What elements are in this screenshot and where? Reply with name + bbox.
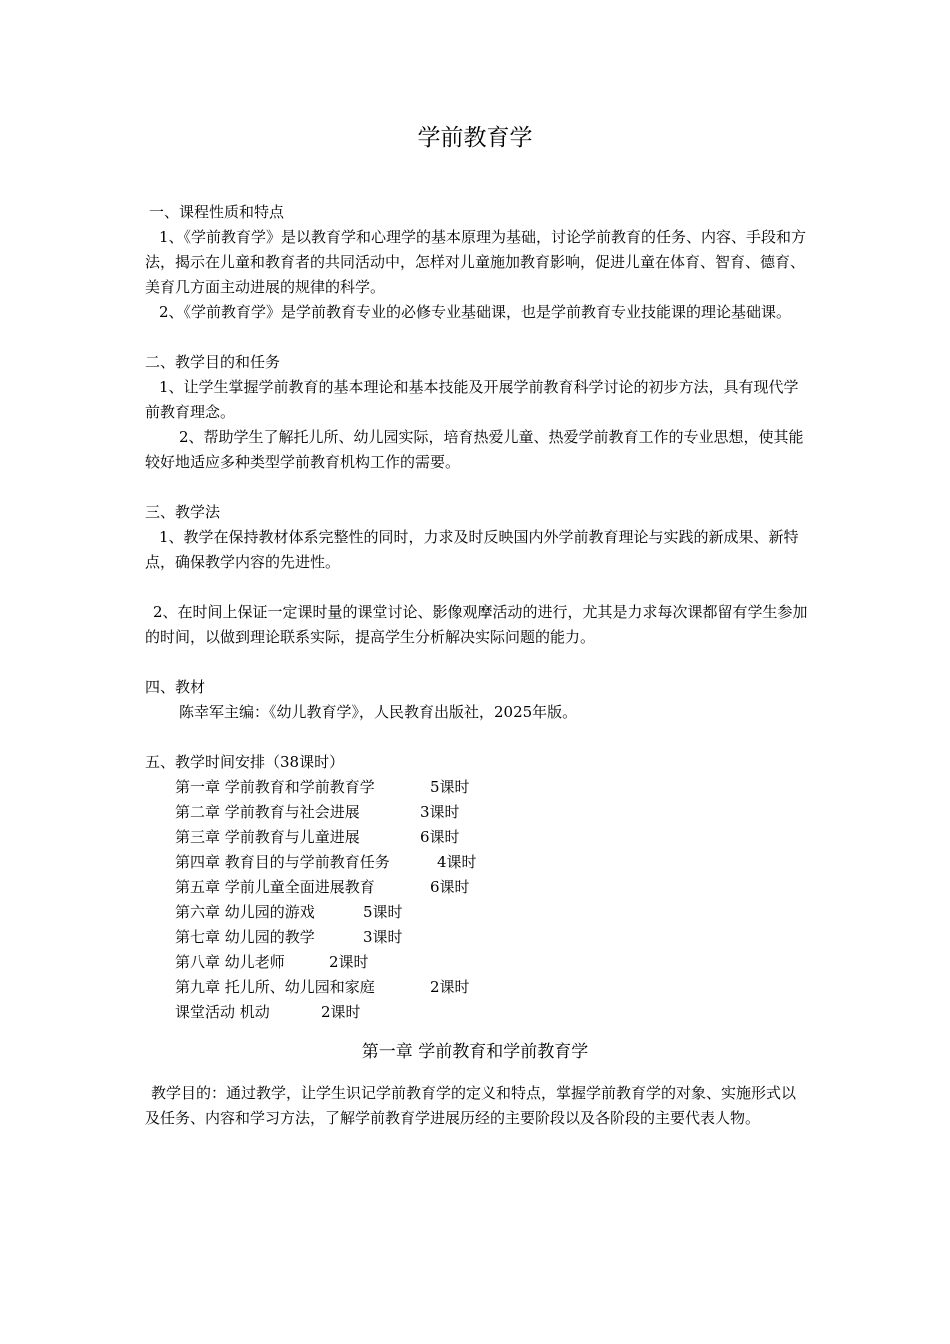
section-1-paragraph-2: 2、《学前教育学》是学前教育专业的必修专业基础课，也是学前教育专业技能课的理论基础课。: [159, 303, 792, 321]
schedule-hours: 6课时: [420, 828, 460, 846]
section-heading-1: 一、课程性质和特点: [149, 203, 285, 221]
schedule-chapter: 第八章 幼儿老师: [175, 953, 285, 971]
section-heading-4: 四、教材: [145, 678, 206, 696]
schedule-row: [145, 900, 810, 925]
schedule-hours: 5课时: [430, 778, 470, 796]
schedule-row: [145, 925, 810, 950]
schedule-row: [145, 775, 810, 800]
schedule-chapter: 第四章 教育目的与学前教育任务: [175, 853, 390, 871]
schedule-row: [145, 975, 810, 1000]
schedule-hours: 2课时: [329, 953, 369, 971]
section-heading-2: 二、教学目的和任务: [145, 353, 281, 371]
schedule-chapter: 课堂活动 机动: [175, 1003, 270, 1021]
chapter-1-objective: 教学目的：通过教学，让学生识记学前教育学的定义和特点，掌握学前教育学的对象、实施形式以及任务、内容和学习方法，了解学前教育学进展历经的主要阶段以及各阶段的主要代表人物。: [145, 1084, 797, 1127]
schedule-hours: 3课时: [420, 803, 460, 821]
schedule-chapter: 第五章 学前儿童全面进展教育: [175, 878, 375, 896]
schedule-hours: 2课时: [321, 1003, 361, 1021]
schedule-row: [145, 850, 810, 875]
schedule-hours: 3课时: [363, 928, 403, 946]
section-1-paragraph-1: 1、《学前教育学》是以教育学和心理学的基本原理为基础，讨论学前教育的任务、内容、手段和方法，揭示在儿童和教育者的共同活动中，怎样对儿童施加教育影响，促进儿童在体育、智育、德育、美育几方面主动进展的规律的科学。: [145, 228, 807, 296]
section-heading-5: 五、教学时间安排（38课时）: [145, 753, 345, 771]
chapter-title: 第一章 学前教育和学前教育学: [361, 1042, 589, 1062]
section-2-paragraph-1: 1、让学生掌握学前教育的基本理论和基本技能及开展学前教育科学讨论的初步方法，具有现代学前教育理念。: [145, 378, 799, 421]
schedule-list: [145, 775, 810, 1025]
schedule-row: [145, 875, 810, 900]
schedule-row: [145, 800, 810, 825]
section-2-paragraph-2: 2、帮助学生了解托儿所、幼儿园实际，培育热爱儿童、热爱学前教育工作的专业思想，使其能较好地适应多种类型学前教育机构工作的需要。: [145, 428, 804, 471]
textbook-reference: 陈幸军主编：《幼儿教育学》，人民教育出版社，2025年版。: [179, 703, 578, 721]
schedule-chapter: 第七章 幼儿园的教学: [175, 928, 315, 946]
schedule-chapter: 第九章 托儿所、幼儿园和家庭: [175, 978, 375, 996]
document-body: [145, 200, 810, 1131]
schedule-chapter: 第三章 学前教育与儿童进展: [175, 828, 360, 846]
schedule-row: [145, 825, 810, 850]
section-3-paragraph-1: 1、教学在保持教材体系完整性的同时，力求及时反映国内外学前教育理论与实践的新成果、新特点，确保教学内容的先进性。: [145, 528, 799, 571]
section-heading-3: 三、教学法: [145, 503, 221, 521]
schedule-hours: 4课时: [437, 853, 477, 871]
schedule-hours: 6课时: [430, 878, 470, 896]
schedule-row: [145, 1000, 810, 1025]
schedule-chapter: 第二章 学前教育与社会进展: [175, 803, 360, 821]
schedule-chapter: 第六章 幼儿园的游戏: [175, 903, 315, 921]
document-title: 学前教育学: [417, 125, 533, 151]
schedule-chapter: 第一章 学前教育和学前教育学: [175, 778, 375, 796]
schedule-row: [145, 950, 810, 975]
section-3-paragraph-2: 2、在时间上保证一定课时量的课堂讨论、影像观摩活动的进行，尤其是力求每次课都留有学生参加的时间，以做到理论联系实际，提高学生分析解决实际问题的能力。: [145, 603, 808, 646]
schedule-hours: 2课时: [430, 978, 470, 996]
schedule-hours: 5课时: [363, 903, 403, 921]
